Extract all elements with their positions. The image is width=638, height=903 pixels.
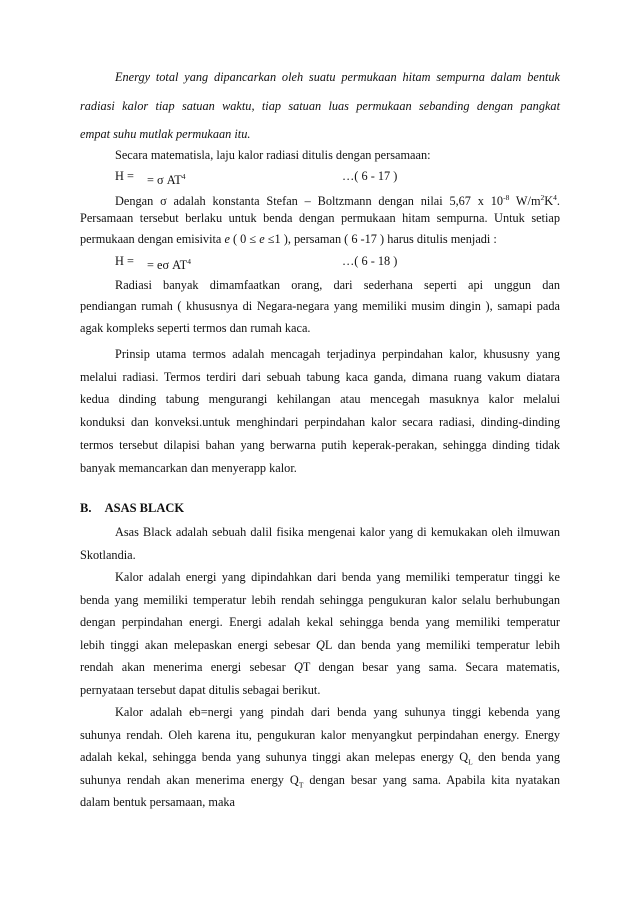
eq2-reference: …( 6 - 18 ) [342,254,398,268]
para7-line3: dengan perpindahan energi. Energi adalah kekal sehingga benda yang memiliki temperatur [80,615,560,629]
para5-line2: melalui radiasi. Termos terdiri dari sebuah tabung kaca ganda, dimana ruang vakum diatara [80,370,560,384]
para3-line3: permukaan dengan emisivita e ( 0 ≤ e ≤1 ), persaman ( 6 -17 ) harus ditulis menjadi : [80,232,497,246]
para7-line6: pernyataan tersebut dapat ditulis sebagai berikut. [80,683,321,697]
para8-line5: dalam bentuk persamaan, maka [80,795,236,809]
para3-line2: Persamaan tersebut berlaku untuk benda dengan permukaan hitam sempurna. Untuk setiap [80,211,560,225]
para7-line2: benda yang memiliki temperatur lebih rendah sehingga pengukuran kalor selalu berhubungan [80,593,560,607]
para7-line5: rendah akan menerima energi sebesar QT dengan besar yang sama. Secara matematis, [80,660,560,674]
para4-line3: agak kompleks seperti termos dan rumah kaca. [80,321,311,335]
para8-line1: Kalor adalah eb=nergi yang pindah dari benda yang suhunya tinggi kebenda yang [115,705,560,719]
section-title: ASAS BLACK [104,501,185,515]
equation-6-18 [115,251,191,273]
para5-line3: kedua dinding tabung mengurangi kehilangan atau mencegah masuknya kalor melalui [80,392,560,406]
para1-line1: Energy total yang dipancarkan oleh suatu permukaan hitam sempurna dalam bentuk [115,70,560,84]
eq2-rhs: = eσ $AT^4$ [147,257,191,273]
para4-line1: Radiasi banyak dimamfaatkan orang, dari sederhana seperti api unggun dan [115,278,560,292]
equation-6-17 [115,166,186,188]
para1-line2: radiasi kalor tiap satuan waktu, tiap satuan luas permukaan sebanding dengan pangkat [80,99,560,113]
para5-line4: konduksi dan konveksi.untuk menghindari perpindahan kalor secara radiasi, dinding-dinding [80,415,560,429]
para5-line6: banyak memancarkan dan menyerapp kalor. [80,461,297,475]
eq2-lhs: H = [115,254,134,268]
eq1-reference: …( 6 - 17 ) [342,169,398,183]
para4-line2: pendiangan rumah ( khususnya di Negara-negara yang memiliki musim dingin ), samapi pada [80,299,560,313]
para3-line1: Dengan σ adalah konstanta Stefan – Boltzmann dengan nilai 5,67 x $10^{-8}$ $W/m^2K^4$. [115,193,560,209]
para8-line3: adalah kekal, sehingga benda yang suhunya tinggi akan melepas energy $Q_L$ den benda yang [80,750,560,767]
section-heading-b [80,501,184,516]
para6-line1: Asas Black adalah sebuah dalil fisika mengenai kalor yang di kemukakan oleh ilmuwan [115,525,560,539]
para5-line1: Prinsip utama termos adalah mencagah terjadinya perpindahan kalor, khususny yang [115,347,560,361]
para6-line2: Skotlandia. [80,548,136,562]
eq1-rhs: = σ $AT^4$ [147,172,186,188]
section-number: B. [80,501,92,515]
eq1-lhs: H = [115,169,134,183]
para1-line3: empat suhu mutlak permukaan itu. [80,127,251,141]
para8-line4: suhunya rendah akan menerima energy $Q_T$ dengan besar yang sama. Apabila kita nyatakan [80,773,560,790]
para7-line1: Kalor adalah energi yang dipindahkan dari benda yang memiliki temperatur tinggi ke [115,570,560,584]
para2-line1: Secara matematisla, laju kalor radiasi ditulis dengan persamaan: [115,148,431,162]
para5-line5: termos tersebut dilapisi bahan yang berwarna putih keperak-perakan, sehingga dinding tidak [80,438,560,452]
para8-line2: suhunya rendah. Oleh karena itu, pengukuran kalor menyangkut perpindahan energy. Energy [80,728,560,742]
para7-line4: lebih tinggi akan melepaskan energi sebesar QL dan benda yang memiliki temperatur lebih [80,638,560,652]
